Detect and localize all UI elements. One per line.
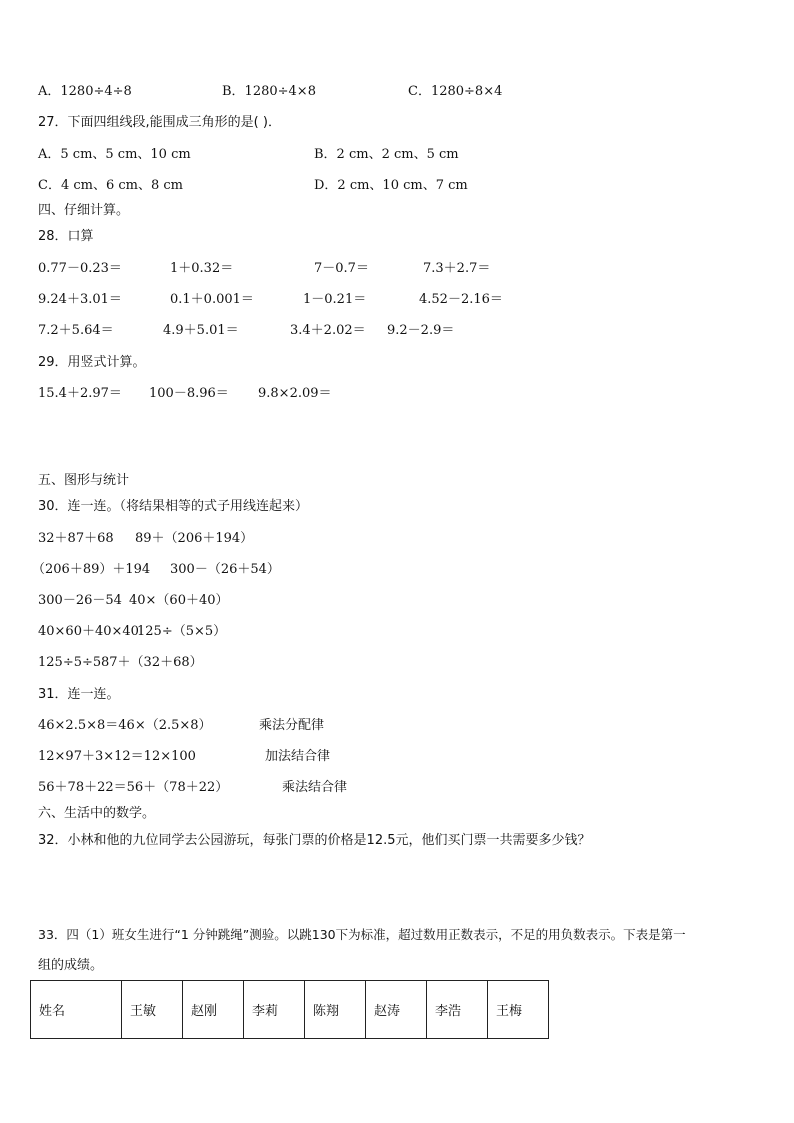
section-5-title: 五、图形与统计 — [38, 473, 130, 488]
q30-left-expr: 125÷5÷5 — [38, 655, 102, 670]
q29-item: 100－8.96＝ — [149, 386, 229, 401]
q31-expr: 56＋78＋22＝56＋（78＋22） — [38, 780, 229, 795]
q28-item: 3.4＋2.02＝ — [290, 323, 366, 338]
q28-item: 4.52－2.16＝ — [419, 292, 503, 307]
q30-stem: 30．连一连。（将结果相等的式子用线连起来） — [38, 499, 309, 514]
q30-left-expr: （206＋89）＋194 — [32, 562, 151, 577]
q30-left-expr: 300－26－54 — [38, 593, 122, 608]
table-header-cell: 陈翔 — [305, 981, 366, 1039]
q30-right-expr: 40×（60＋40） — [129, 593, 229, 608]
q31-law: 乘法结合律 — [282, 780, 348, 795]
q31-law: 乘法分配律 — [259, 718, 325, 733]
q28-item: 0.1＋0.001＝ — [170, 292, 254, 307]
q30-right-expr: 125÷（5×5） — [137, 624, 227, 639]
section-4-title: 四、仔细计算。 — [38, 203, 130, 218]
table-header-cell: 赵刚 — [183, 981, 244, 1039]
q31-stem: 31．连一连。 — [38, 687, 120, 702]
q29-item: 15.4＋2.97＝ — [38, 386, 122, 401]
q28-item: 9.24＋3.01＝ — [38, 292, 122, 307]
q32-stem: 32．小林和他的九位同学去公园游玩，每张门票的价格是12.5元，他们买门票一共需要多少钱？ — [38, 833, 591, 848]
q31-law: 加法结合律 — [265, 749, 331, 764]
q29-stem: 29．用竖式计算。 — [38, 355, 146, 370]
q28-item: 7－0.7＝ — [314, 261, 369, 276]
section-6-title: 六、生活中的数学。 — [38, 806, 156, 821]
q30-right-expr: 87＋（32＋68） — [101, 655, 203, 670]
q27-stem: 27．下面四组线段,能围成三角形的是( )． — [38, 115, 281, 130]
table-row — [31, 981, 549, 1039]
q27-option-c: C．4 cm、6 cm、8 cm — [38, 178, 183, 193]
q28-item: 1－0.21＝ — [303, 292, 367, 307]
table-header-cell: 李莉 — [244, 981, 305, 1039]
q30-right-expr: 300－（26＋54） — [170, 562, 280, 577]
q26-option-a: A．1280÷4÷8 — [38, 84, 132, 99]
q28-item: 9.2－2.9＝ — [387, 323, 455, 338]
q28-item: 7.2＋5.64＝ — [38, 323, 114, 338]
q28-item: 4.9＋5.01＝ — [163, 323, 239, 338]
q31-expr: 46×2.5×8＝46×（2.5×8） — [38, 718, 212, 733]
table-header-cell: 李浩 — [427, 981, 488, 1039]
q33-stem-line-1: 33．四（1）班女生进行“1 分钟跳绳”测验。以跳130下为标准，超过数用正数表示，不足的用负数表示。下表是第一 — [38, 927, 686, 942]
jump-rope-score-table — [30, 980, 549, 1039]
q29-item: 9.8×2.09＝ — [258, 386, 332, 401]
table-header-cell: 王梅 — [488, 981, 549, 1039]
q26-option-c: C．1280÷8×4 — [408, 84, 503, 99]
q27-option-a: A．5 cm、5 cm、10 cm — [38, 147, 191, 162]
q27-option-b: B．2 cm、2 cm、5 cm — [314, 147, 459, 162]
q30-left-expr: 40×60＋40×40 — [38, 624, 139, 639]
table-header-cell: 王敏 — [122, 981, 183, 1039]
q30-right-expr: 89＋（206＋194） — [135, 531, 254, 546]
q31-expr: 12×97＋3×12＝12×100 — [38, 749, 196, 764]
q28-item: 7.3＋2.7＝ — [423, 261, 491, 276]
table-header-cell: 赵涛 — [366, 981, 427, 1039]
q30-left-expr: 32＋87＋68 — [38, 531, 114, 546]
q26-option-b: B．1280÷4×8 — [222, 84, 316, 99]
q28-item: 0.77－0.23＝ — [38, 261, 122, 276]
q28-item: 1＋0.32＝ — [170, 261, 234, 276]
q33-stem-line-2: 组的成绩。 — [38, 958, 104, 973]
table-header-cell: 姓名 — [31, 981, 122, 1039]
q28-stem: 28．口算 — [38, 229, 94, 244]
q27-option-d: D．2 cm、10 cm、7 cm — [314, 178, 468, 193]
